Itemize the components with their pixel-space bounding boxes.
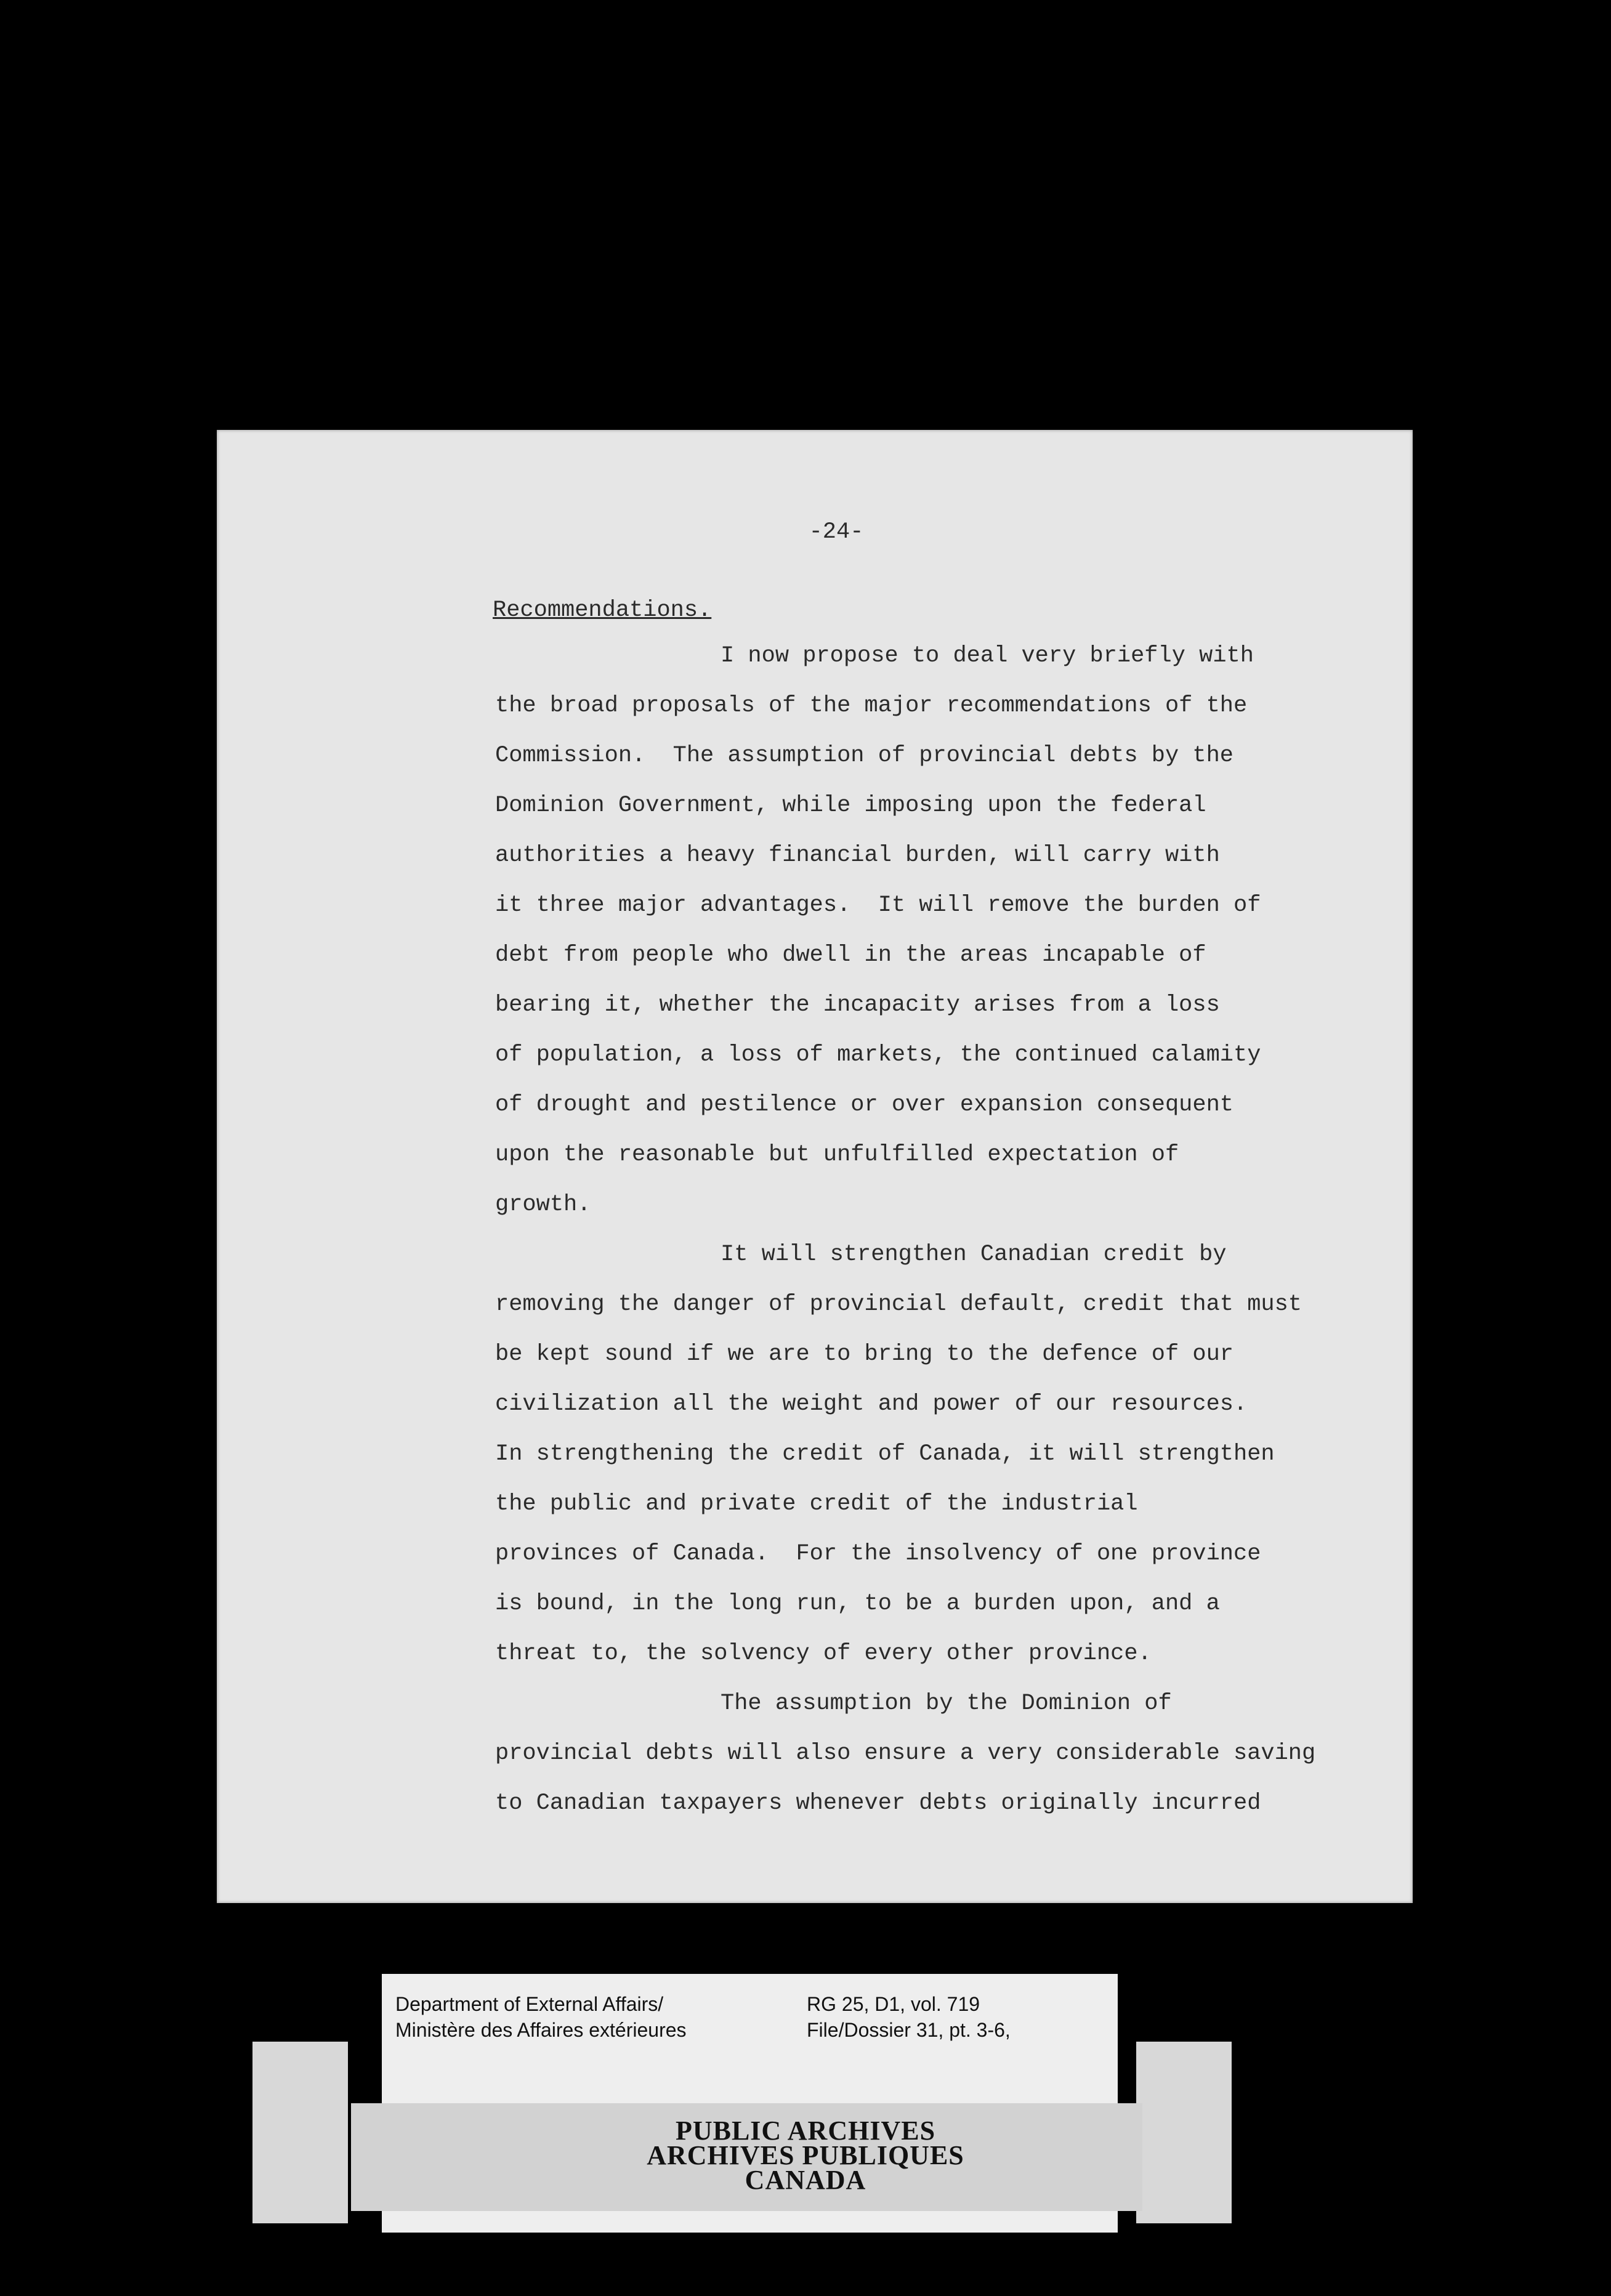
department-block: [395, 1991, 687, 2043]
text-line: Dominion Government, while imposing upon the federal: [495, 793, 1206, 819]
text-line: upon the reasonable but unfulfilled expectation of: [495, 1142, 1179, 1168]
text-line: debt from people who dwell in the areas incapable of: [495, 942, 1206, 968]
text-line: civilization all the weight and power of our resources.: [495, 1391, 1248, 1417]
stamp-line-3: CANADA: [745, 2165, 866, 2195]
text-line: It will strengthen Canadian credit by: [721, 1242, 1227, 1267]
reference-number: RG 25, D1, vol. 719: [807, 1993, 980, 2015]
department-fr: Ministère des Affaires extérieures: [395, 2019, 687, 2041]
text-line: be kept sound if we are to bring to the defence of our: [495, 1341, 1233, 1367]
text-line: the public and private credit of the industrial: [495, 1491, 1138, 1517]
text-line: is bound, in the long run, to be a burden upon, and a: [495, 1591, 1220, 1617]
text-line: threat to, the solvency of every other province.: [495, 1641, 1152, 1667]
text-line: bearing it, whether the incapacity arises from a loss: [495, 992, 1220, 1018]
stamp-line-1: PUBLIC ARCHIVES: [675, 2116, 936, 2146]
text-line: to Canadian taxpayers whenever debts originally incurred: [495, 1790, 1261, 1816]
archives-stamp: [0, 2116, 1611, 2195]
stamp-line-2: ARCHIVES PUBLIQUES: [647, 2140, 964, 2170]
text-line: it three major advantages. It will remove the burden of: [495, 892, 1261, 918]
reference-block: [807, 1991, 1011, 2043]
text-line: The assumption by the Dominion of: [721, 1691, 1172, 1716]
file-number: File/Dossier 31, pt. 3-6,: [807, 2019, 1011, 2041]
document-page: [217, 430, 1413, 1903]
text-line: the broad proposals of the major recommendations of the: [495, 693, 1248, 719]
text-line: provincial debts will also ensure a very considerable saving: [495, 1740, 1316, 1766]
text-line: provinces of Canada. For the insolvency of one province: [495, 1541, 1261, 1567]
text-line: Commission. The assumption of provincial debts by the: [495, 743, 1233, 769]
text-line: of drought and pestilence or over expansion consequent: [495, 1092, 1233, 1118]
page-number: -24-: [809, 519, 864, 545]
text-line: growth.: [495, 1192, 591, 1218]
text-line: of population, a loss of markets, the continued calamity: [495, 1042, 1261, 1068]
text-line: I now propose to deal very briefly with: [721, 643, 1254, 669]
text-line: authorities a heavy financial burden, will carry with: [495, 843, 1220, 868]
text-line: removing the danger of provincial default, credit that must: [495, 1292, 1302, 1317]
department-en: Department of External Affairs/: [395, 1993, 664, 2015]
section-heading: Recommendations.: [493, 597, 712, 623]
text-line: In strengthening the credit of Canada, it will strengthen: [495, 1441, 1275, 1467]
